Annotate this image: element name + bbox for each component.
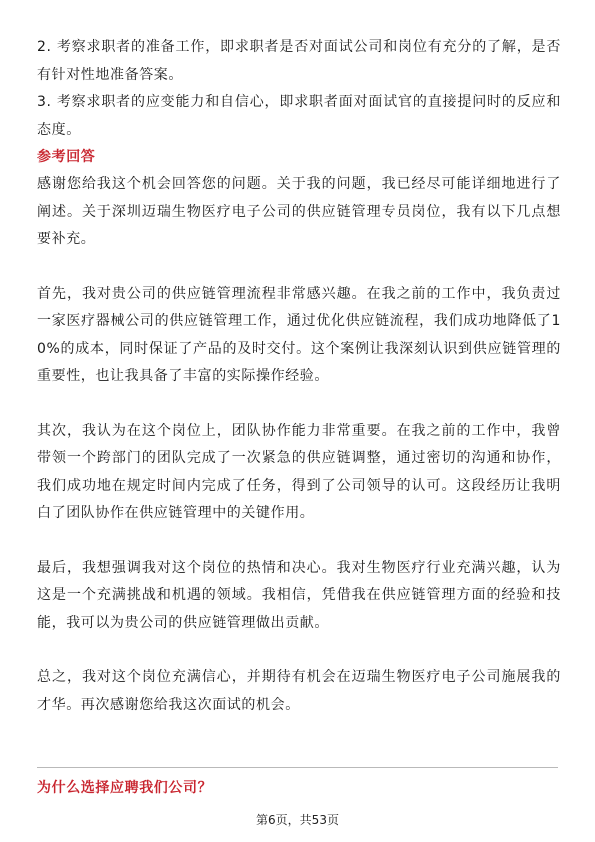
answer-paragraph-conclusion: 总之，我对这个岗位充满信心，并期待有机会在迈瑞生物医疗电子公司施展我的才华。再次感谢您给我这次面试的机会。 <box>37 669 561 713</box>
answer-paragraph-intro: 感谢您给我这个机会回答您的问题。关于我的问题，我已经尽可能详细地进行了阐述。关于深圳迈瑞生物医疗电子公司的供应链管理专员岗位，我有以下几点想要补充。 <box>37 176 561 247</box>
document-body <box>37 34 561 719</box>
paragraph-gap <box>37 391 561 418</box>
evaluation-point-2: 2. 考察求职者的准备工作，即求职者是否对面试公司和岗位有充分的了解，是否有针对性地准备答案。 <box>37 39 561 83</box>
paragraph-gap <box>37 637 561 664</box>
answer-paragraph-last: 最后，我想强调我对这个岗位的热情和决心。我对生物医疗行业充满兴趣，认为这是一个充满挑战和机遇的领域。我相信，凭借我在供应链管理方面的经验和技能，我可以为贵公司的供应链管理做出贡献。 <box>37 559 561 631</box>
paragraph-gap <box>37 254 561 281</box>
page-footer: 第6页，共53页 <box>256 813 339 827</box>
reference-answer-heading: 参考回答 <box>37 149 96 165</box>
answer-paragraph-second: 其次，我认为在这个岗位上，团队协作能力非常重要。在我之前的工作中，我曾带领一个跨部门的团队完成了一次紧急的供应链调整，通过密切的沟通和协作，我们成功地在规定时间内完成了任务，得到了公司领导的认可。这段经历让我明白了团队协作在供应链管理中的关键作用。 <box>37 422 561 521</box>
answer-paragraph-first: 首先，我对贵公司的供应链管理流程非常感兴趣。在我之前的工作中，我负责过一家医疗器械公司的供应链管理工作，通过优化供应链流程，我们成功地降低了10%的成本，同时保证了产品的及时交付。这个案例让我深刻认识到供应链管理的重要性，也让我具备了丰富的实际操作经验。 <box>37 285 561 384</box>
section-divider <box>37 767 558 768</box>
next-question-heading: 为什么选择应聘我们公司？ <box>37 780 213 796</box>
evaluation-point-3: 3. 考察求职者的应变能力和自信心，即求职者面对面试官的直接提问时的反应和态度。 <box>37 94 561 138</box>
paragraph-gap <box>37 528 561 555</box>
